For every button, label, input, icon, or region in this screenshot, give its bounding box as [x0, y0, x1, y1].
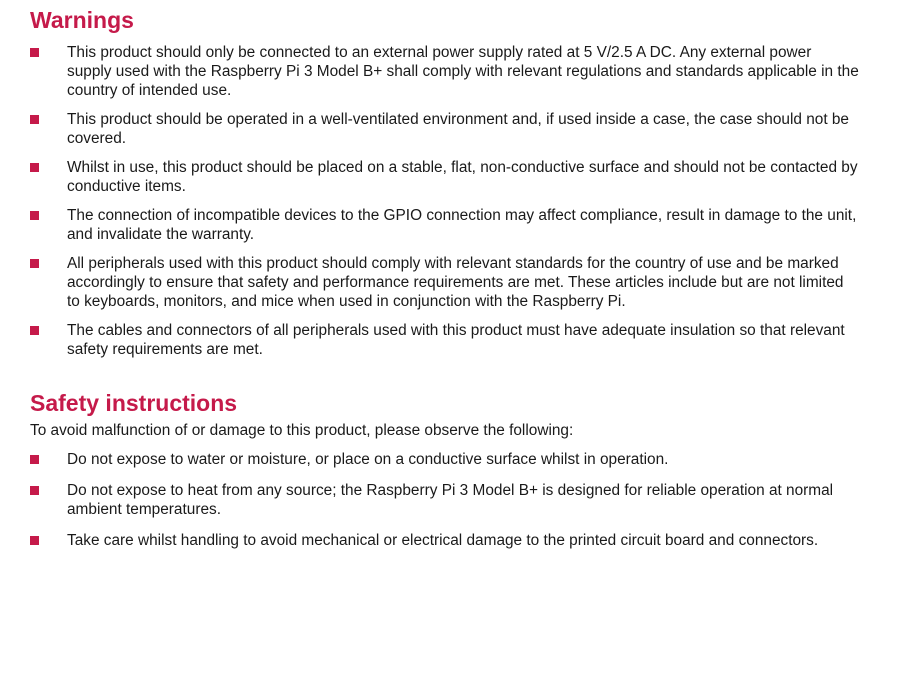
square-bullet-icon	[30, 259, 39, 268]
warning-text: This product should only be connected to an external power supply rated at 5 V/2.5 A DC. Any external power supply used with the Raspberry Pi 3 Model B+ shall comply with relevant regulations and standards applicable in the country of intended use.	[67, 44, 859, 99]
warning-text: The connection of incompatible devices to the GPIO connection may affect compliance, result in damage to the unit, and invalidate the warranty.	[67, 207, 857, 243]
warnings-heading: Warnings	[30, 7, 134, 33]
safety-heading: Safety instructions	[30, 390, 238, 416]
warning-item	[30, 158, 860, 196]
warning-text: The cables and connectors of all peripherals used with this product must have adequate insulation so that relevant safety requirements are met.	[67, 322, 845, 358]
warning-text: All peripherals used with this product should comply with relevant standards for the country of use and be marked accordingly to ensure that safety and performance requirements are met. These articles include but are not limited to keyboards, monitors, and mice when used in conjunction with the Raspberry Pi.	[67, 255, 844, 310]
warning-item	[30, 110, 860, 148]
warning-text: This product should be operated in a well-ventilated environment and, if used inside a case, the case should not be covered.	[67, 111, 849, 147]
safety-text: Do not expose to water or moisture, or place on a conductive surface whilst in operation.	[67, 451, 669, 468]
safety-list	[30, 450, 860, 550]
square-bullet-icon	[30, 163, 39, 172]
warnings-list	[30, 43, 860, 359]
safety-item	[30, 481, 860, 519]
safety-section	[30, 389, 860, 550]
warning-text: Whilst in use, this product should be placed on a stable, flat, non-conductive surface and should not be contacted by conductive items.	[67, 159, 858, 195]
square-bullet-icon	[30, 455, 39, 464]
warnings-section	[30, 6, 860, 359]
safety-text: Take care whilst handling to avoid mechanical or electrical damage to the printed circuit board and connectors.	[67, 532, 819, 549]
square-bullet-icon	[30, 326, 39, 335]
warning-item	[30, 321, 860, 359]
warning-item	[30, 206, 860, 244]
square-bullet-icon	[30, 115, 39, 124]
square-bullet-icon	[30, 211, 39, 220]
safety-intro: To avoid malfunction of or damage to this product, please observe the following:	[30, 422, 574, 439]
square-bullet-icon	[30, 486, 39, 495]
square-bullet-icon	[30, 48, 39, 57]
safety-item	[30, 450, 860, 469]
warning-item	[30, 254, 860, 311]
safety-item	[30, 531, 860, 550]
safety-text: Do not expose to heat from any source; the Raspberry Pi 3 Model B+ is designed for reliable operation at normal ambient temperatures.	[67, 482, 834, 518]
warning-item	[30, 43, 860, 100]
square-bullet-icon	[30, 536, 39, 545]
